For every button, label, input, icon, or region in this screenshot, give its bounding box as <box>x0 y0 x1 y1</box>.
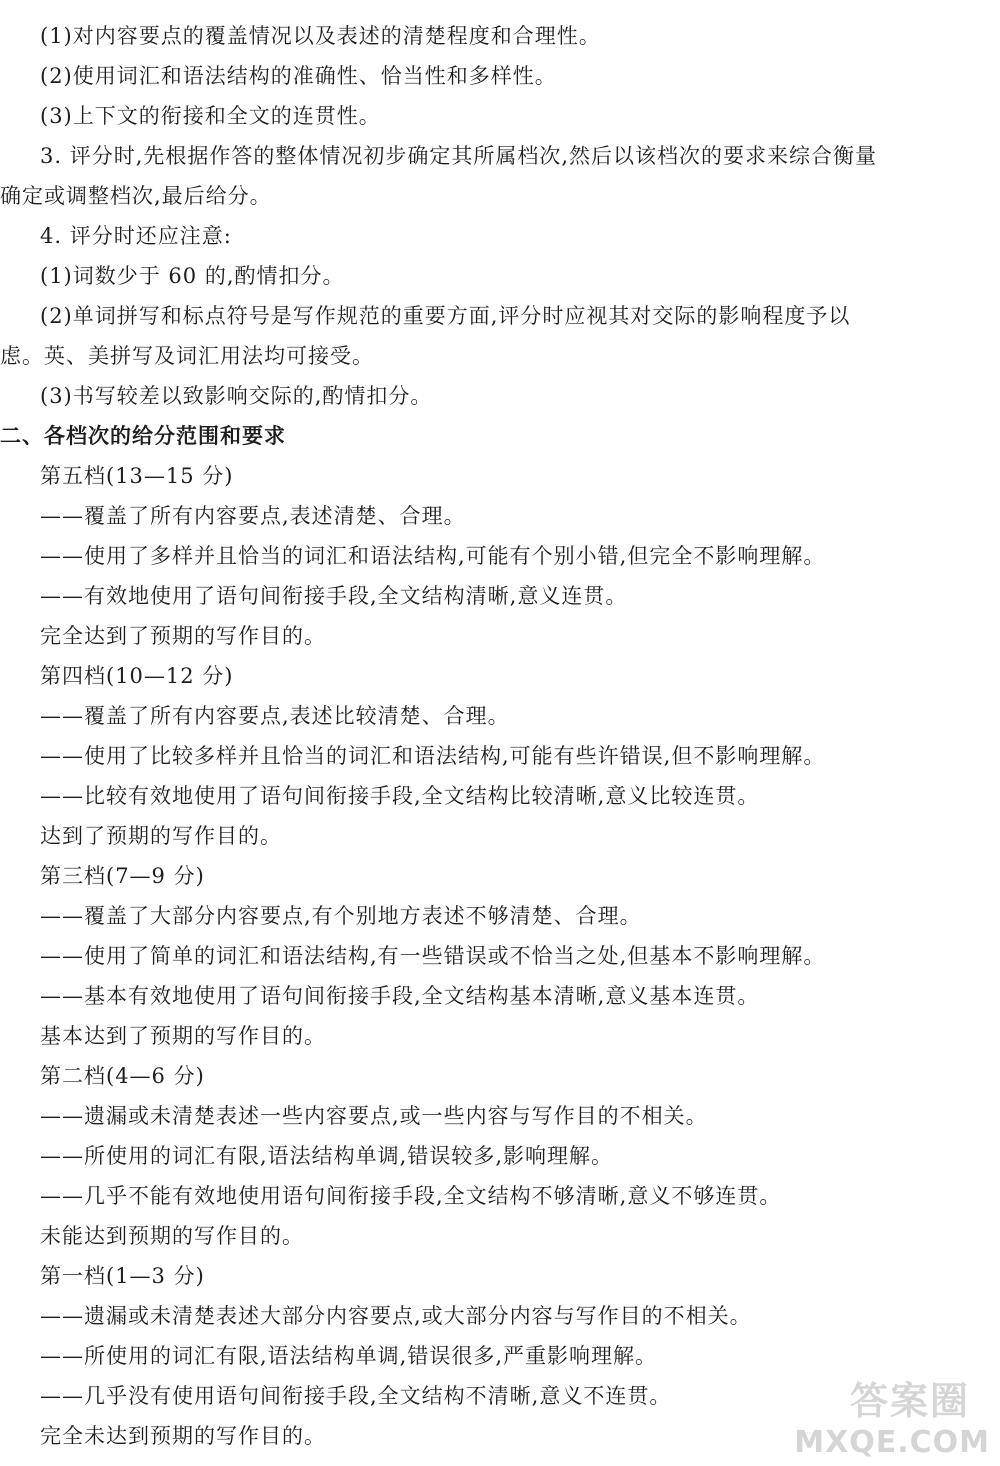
band-4-title: 第四档(10—12 分) <box>40 664 234 688</box>
rule-4-heading: 4. 评分时还应注意: <box>40 224 232 248</box>
criterion-vocabulary-grammar: (2)使用词汇和语法结构的准确性、恰当性和多样性。 <box>40 64 557 88</box>
rule-4-item-2-line-2: 虑。英、美拼写及词汇用法均可接受。 <box>0 344 374 368</box>
band-2-item-1: ——遗漏或未清楚表述一些内容要点,或一些内容与写作目的不相关。 <box>40 1104 708 1128</box>
band-5-title: 第五档(13—15 分) <box>40 464 234 488</box>
band-5-item-2: ——使用了多样并且恰当的词汇和语法结构,可能有个别小错,但完全不影响理解。 <box>40 544 826 568</box>
band-4-item-2: ——使用了比较多样并且恰当的词汇和语法结构,可能有些许错误,但不影响理解。 <box>40 744 826 768</box>
criterion-content-coverage: (1)对内容要点的覆盖情况以及表述的清楚程度和合理性。 <box>40 24 601 48</box>
rule-3-line-2: 确定或调整档次,最后给分。 <box>0 184 272 208</box>
band-1-summary: 完全未达到预期的写作目的。 <box>40 1424 326 1448</box>
criterion-coherence: (3)上下文的衔接和全文的连贯性。 <box>40 104 381 128</box>
band-1-item-1: ——遗漏或未清楚表述大部分内容要点,或大部分内容与写作目的不相关。 <box>40 1304 752 1328</box>
band-2-item-3: ——几乎不能有效地使用语句间衔接手段,全文结构不够清晰,意义不够连贯。 <box>40 1184 782 1208</box>
band-4-item-1: ——覆盖了所有内容要点,表述比较清楚、合理。 <box>40 704 510 728</box>
band-5-item-3: ——有效地使用了语句间衔接手段,全文结构清晰,意义连贯。 <box>40 584 628 608</box>
section-heading: 二、各档次的给分范围和要求 <box>0 424 286 448</box>
band-1-item-2: ——所使用的词汇有限,语法结构单调,错误很多,严重影响理解。 <box>40 1344 658 1368</box>
rule-4-item-3: (3)书写较差以致影响交际的,酌情扣分。 <box>40 384 433 408</box>
band-2-title: 第二档(4—6 分) <box>40 1064 205 1088</box>
band-3-item-1: ——覆盖了大部分内容要点,有个别地方表述不够清楚、合理。 <box>40 904 642 928</box>
band-3-item-3: ——基本有效地使用了语句间衔接手段,全文结构基本清晰,意义基本连贯。 <box>40 984 760 1008</box>
watermark-logo <box>750 1370 990 1460</box>
rule-4-item-1: (1)词数少于 60 的,酌情扣分。 <box>40 264 345 288</box>
band-5-item-1: ——覆盖了所有内容要点,表述清楚、合理。 <box>40 504 466 528</box>
band-1-item-3: ——几乎没有使用语句间衔接手段,全文结构不清晰,意义不连贯。 <box>40 1384 672 1408</box>
watermark-bottom-text: MXQE.COM <box>794 1425 990 1460</box>
rule-3-line-1: 3. 评分时,先根据作答的整体情况初步确定其所属档次,然后以该档次的要求来综合衡量 <box>40 144 878 168</box>
band-4-summary: 达到了预期的写作目的。 <box>40 824 282 848</box>
band-1-title: 第一档(1—3 分) <box>40 1264 205 1288</box>
band-2-summary: 未能达到预期的写作目的。 <box>40 1224 304 1248</box>
band-3-item-2: ——使用了简单的词汇和语法结构,有一些错误或不恰当之处,但基本不影响理解。 <box>40 944 826 968</box>
band-4-item-3: ——比较有效地使用了语句间衔接手段,全文结构比较清晰,意义比较连贯。 <box>40 784 760 808</box>
watermark-top-text: 答案圈 <box>849 1379 970 1423</box>
band-3-summary: 基本达到了预期的写作目的。 <box>40 1024 326 1048</box>
rule-4-item-2-line-1: (2)单词拼写和标点符号是写作规范的重要方面,评分时应视其对交际的影响程度予以 <box>40 304 851 328</box>
band-5-summary: 完全达到了预期的写作目的。 <box>40 624 326 648</box>
band-3-title: 第三档(7—9 分) <box>40 864 205 888</box>
band-2-item-2: ——所使用的词汇有限,语法结构单调,错误较多,影响理解。 <box>40 1144 614 1168</box>
